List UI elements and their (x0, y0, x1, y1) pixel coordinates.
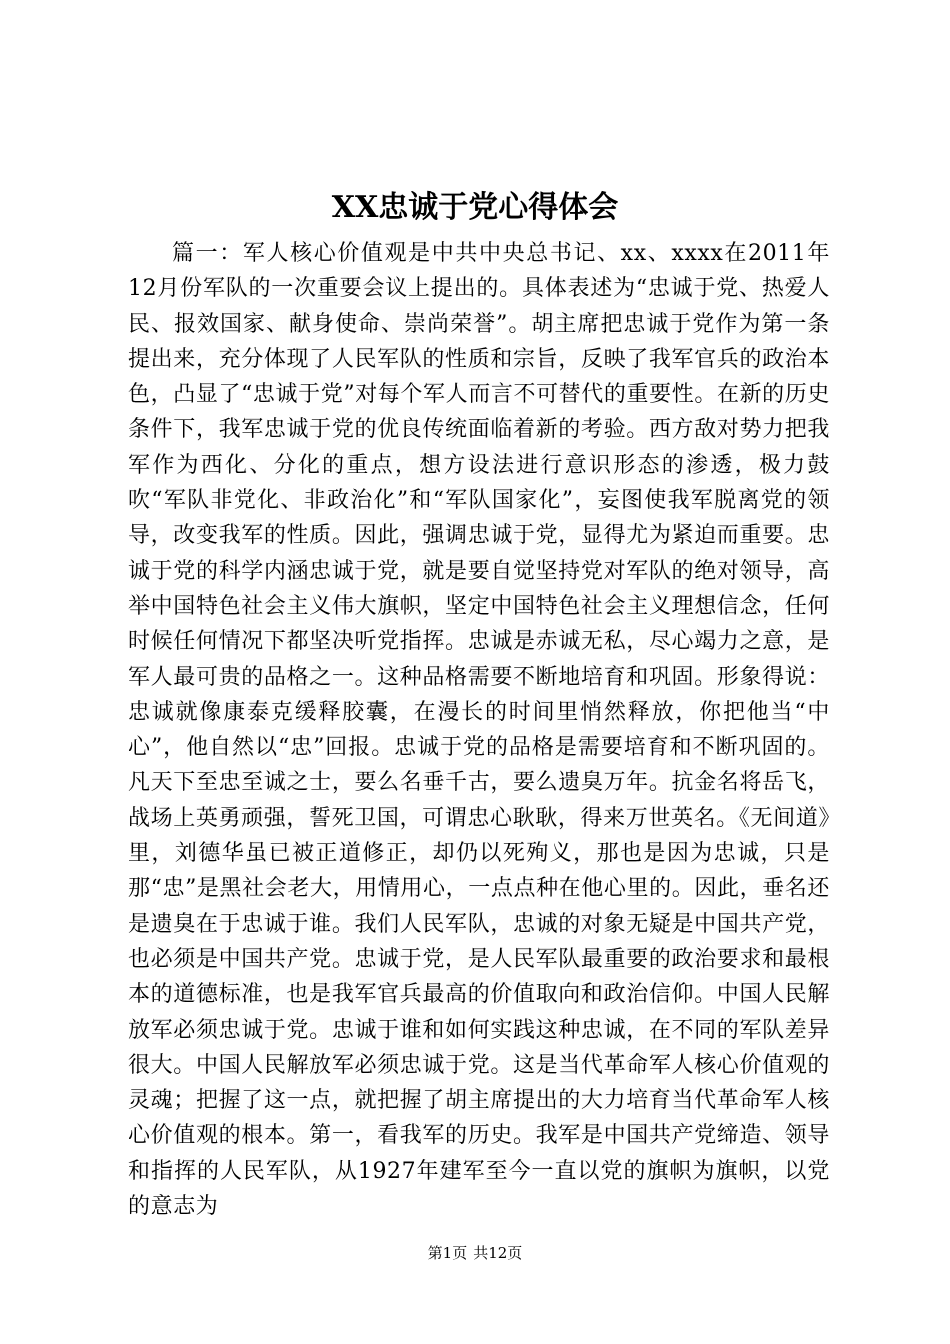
document-body: 篇一：军人核心价值观是中共中央总书记、xx、xxxx在2011年12月份军队的一次重要会议上提出的。具体表述为“忠诚于党、热爱人民、报效国家、献身使命、崇尚荣誉”。胡主席把忠诚于党作为第一条提出来，充分体现了人民军队的性质和宗旨，反映了我军官兵的政治本色，凸显了“忠诚于党”对每个军人而言不可替代的重要性。在新的历史条件下，我军忠诚于党的优良传统面临着新的考验。西方敌对势力把我军作为西化、分化的重点，想方设法进行意识形态的渗透，极力鼓吹“军队非党化、非政治化”和“军队国家化”，妄图使我军脱离党的领导，改变我军的性质。因此，强调忠诚于党，显得尤为紧迫而重要。忠诚于党的科学内涵忠诚于党，就是要自觉坚持党对军队的绝对领导，高举中国特色社会主义伟大旗帜，坚定中国特色社会主义理想信念，任何时候任何情况下都坚决听党指挥。忠诚是赤诚无私，尽心竭力之意，是军人最可贵的品格之一。这种品格需要不断地培育和巩固。形象得说：忠诚就像康泰克缓释胶囊，在漫长的时间里悄然释放，你把他当“中心”，他自然以“忠”回报。忠诚于党的品格是需要培育和不断巩固的。凡天下至忠至诚之士，要么名垂千古，要么遗臭万年。抗金名将岳飞，战场上英勇顽强，誓死卫国，可谓忠心耿耿，得来万世英名。《无间道》里，刘德华虽已被正道修正，却仍以死殉义，那也是因为忠诚，只是那“忠”是黑社会老大，用情用心，一点点种在他心里的。因此，垂名还是遗臭在于忠诚于谁。我们人民军队，忠诚的对象无疑是中国共产党，也必须是中国共产党。忠诚于党，是人民军队最重要的政治要求和最根本的道德标准，也是我军官兵最高的价值取向和政治信仰。中国人民解放军必须忠诚于党。忠诚于谁和如何实践这种忠诚，在不同的军队差异很大。中国人民解放军必须忠诚于党。这是当代革命军人核心价值观的灵魂；把握了这一点，就把握了胡主席提出的大力培育当代革命军人核心价值观的根本。第一，看我军的历史。我军是中国共产党缔造、领导和指挥的人民军队，从1927年建军至今一直以党的旗帜为旗帜，以党的意志为 (128, 241, 830, 1220)
page-count: 共12页 (473, 1244, 523, 1262)
page-footer (0, 1242, 950, 1264)
document-title: XX忠诚于党心得体会 (331, 190, 619, 225)
page-number: 第1页 (427, 1244, 468, 1262)
